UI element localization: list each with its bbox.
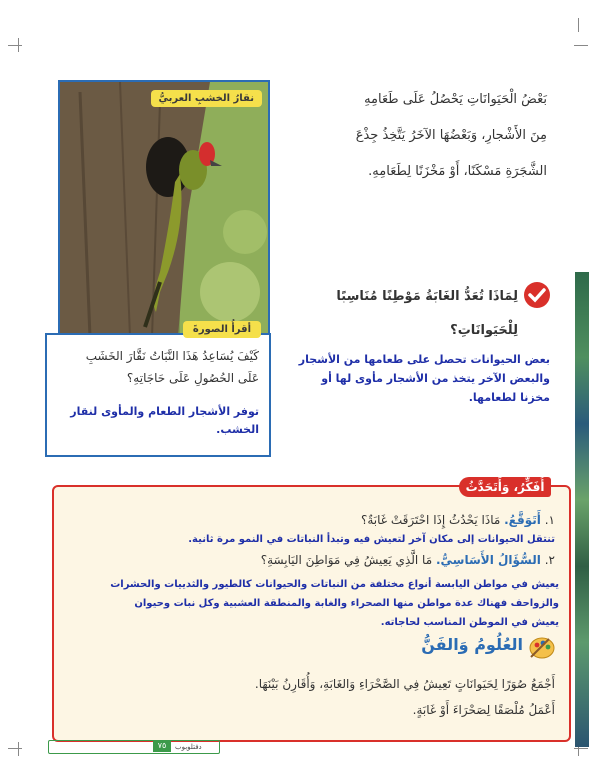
intro-line: بَعْضُ الْحَيَوانَاتِ يَحْصُلُ عَلَى طَعَامِهِ [364, 92, 547, 107]
science-arts-line: أَجْمَعُ صُوَرًا لِحَيَوانَاتٍ تَعِيشُ فِي الصَّحْرَاءِ وَالغَابَةِ، وَأُقَارِنُ بَيْنَهَا. [254, 677, 555, 691]
science-arts-body [65, 671, 555, 723]
check-answer-line: مخزنا لطعامها. [468, 391, 550, 404]
check-answer [292, 350, 550, 407]
check-answer-line: بعض الحيوانات تحصل على طعامها من الأشجار [298, 353, 550, 366]
photo-caption-tag: نقارُ الخشبِ العربيُّ [151, 90, 263, 107]
question-2 [75, 553, 555, 567]
crop-mark [18, 742, 19, 756]
question-1-label: أَتَوَقَّعُ. [504, 513, 541, 527]
read-question-line: عَلَى الحُصُولِ عَلَى حَاجَاتِهِ؟ [126, 371, 259, 385]
think-and-talk-tag: أُفَكِّرُ، وَأَتَحَدَّثُ [459, 477, 551, 497]
crop-mark [8, 748, 22, 749]
science-arts-line: أَعْمَلُ مُلْصَقًا لِصَحْرَاءَ أَوْ غَابَةٍ. [412, 703, 555, 717]
read-the-picture-box [45, 324, 271, 457]
answer-2-line: يعيش في مواطن اليابسة أنواع مختلفة من النباتات والحيوانات كالطيور والثدييات والحشرات [110, 579, 559, 590]
answer-2-line: والزواحف فهناك عدة مواطن منها الصحراء والغابة والمنطقة العشبية وكل نبات وحيوان [134, 598, 559, 609]
intro-paragraph [285, 82, 547, 190]
check-question [290, 280, 518, 348]
crop-mark [578, 18, 579, 32]
question-2-text: مَا الَّذِي يَعِيشُ فِي مَوَاطِنَ اليَابِسَةِ؟ [260, 553, 433, 567]
question-1 [75, 513, 555, 527]
check-answer-line: والبعض الآخر يتخذ من الأشجار مأوى لها أو [321, 372, 550, 385]
crop-mark [574, 45, 588, 46]
read-answer-line: الخشب. [216, 423, 259, 436]
footer [48, 740, 220, 754]
question-1-number: ١. [544, 513, 555, 527]
read-answer [54, 403, 259, 439]
palette-icon [529, 637, 555, 659]
think-and-talk-box [52, 480, 571, 742]
question-2-label: السُّؤَالُ الأَسَاسِيُّ. [435, 553, 541, 567]
intro-line: الشَّجَرَةِ مَسْكَنًا، أَوْ مَخْزَنًا لِطَعَامِهِ. [368, 164, 547, 179]
crop-mark [8, 45, 22, 46]
intro-line: مِنَ الأَشْجارِ، وَبَعْضُهَا الآخَرُ يَتَّخِذُ جِذْعَ [355, 128, 547, 143]
decorative-side-strip [575, 272, 589, 747]
read-the-picture-tag: أقرأُ الصورةَ [183, 321, 261, 338]
footer-label: دفتلوبوب [175, 743, 202, 751]
crop-mark [574, 748, 588, 749]
woodpecker-illustration [60, 82, 268, 337]
woodpecker-photo [58, 80, 270, 339]
science-arts-title: العُلُومُ وَالفَنُّ [421, 635, 523, 654]
answer-2-line: يعيش في الموطن المناسب لحاجاته. [380, 617, 559, 628]
question-1-text: مَاذَا يَحْدُثُ إِذَا احْتَرَقَتْ غَابَةٌ؟ [360, 513, 501, 527]
page-number-badge [153, 740, 171, 752]
check-question-line: لِلْحَيَوانَاتِ؟ [450, 323, 518, 338]
check-mark-icon [524, 282, 550, 308]
answer-1: تنتقل الحيوانات إلى مكان آخر لتعيش فيه وتبدأ النباتات في النمو مرة ثانية. [188, 534, 555, 545]
page-number: ٧٥ [157, 741, 167, 750]
answer-2 [63, 575, 559, 632]
check-question-line: لِمَاذَا تُعَدُّ الغَابَةُ مَوْطِنًا مُنَاسِبًا [336, 289, 518, 304]
read-question-line: كَيْفَ يُسَاعِدُ هَذَا النَّبَاتُ نَقَّارَ الخَشَبِ [85, 349, 259, 363]
read-answer-line: توفر الأشجار الطعام والمأوى لنقار [70, 405, 259, 418]
read-question [54, 345, 259, 389]
question-2-number: ٢. [544, 553, 555, 567]
